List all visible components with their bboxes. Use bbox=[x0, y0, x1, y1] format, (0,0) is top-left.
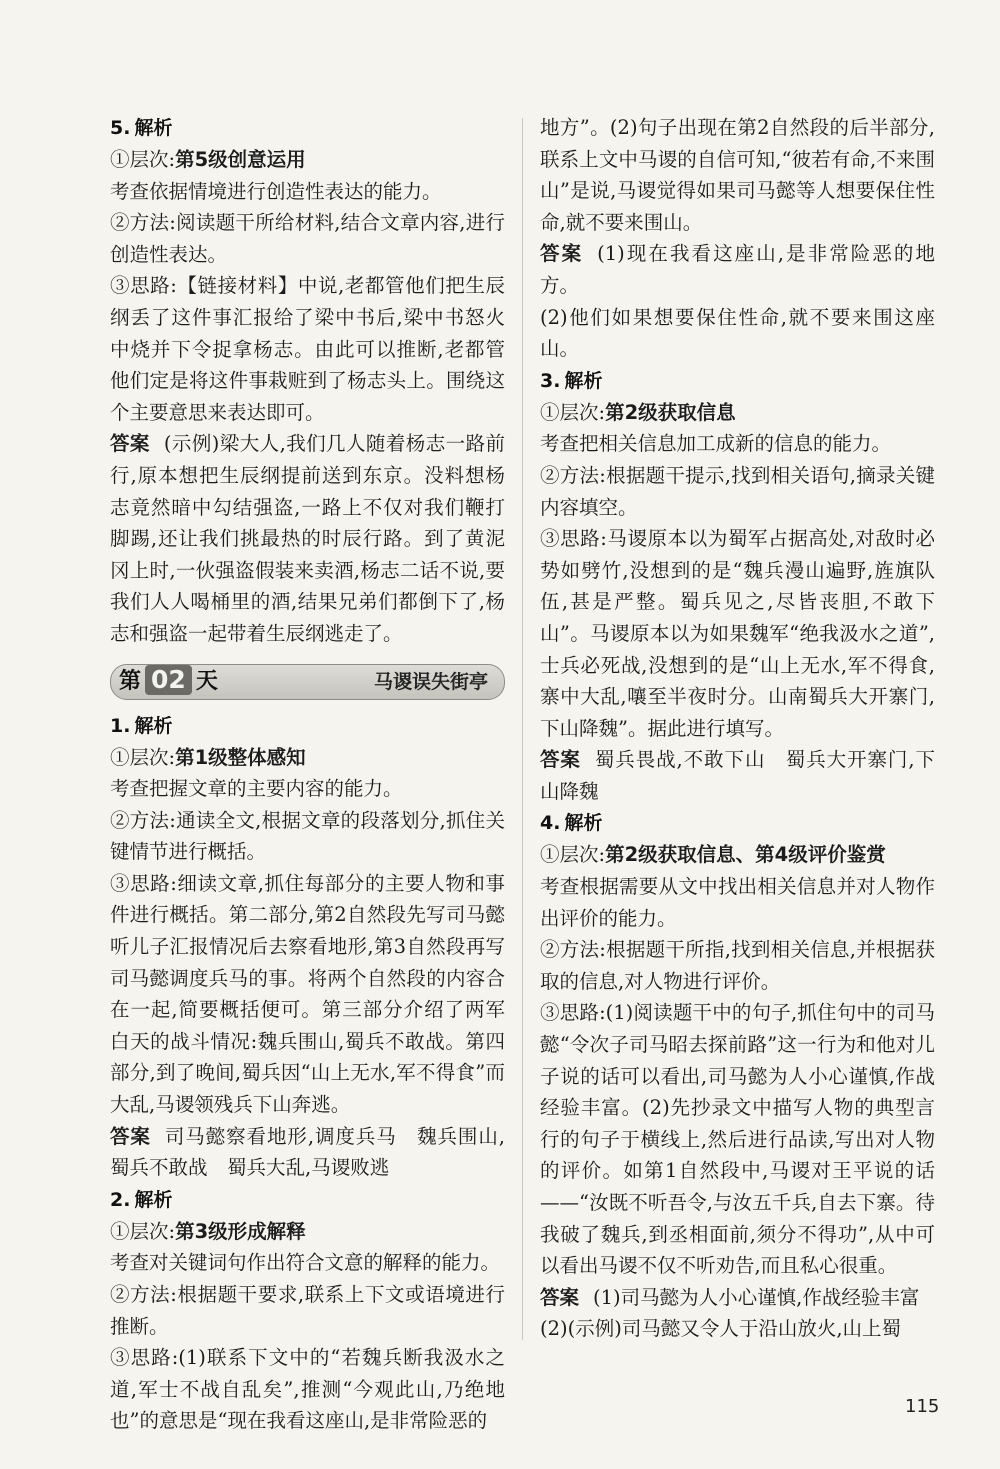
q4-answer-1: (1)司马懿为人小心谨慎,作战经验丰富 bbox=[593, 1285, 920, 1309]
q1-level-desc: 考查把握文章的主要内容的能力。 bbox=[110, 777, 403, 801]
q2-level-prefix: ①层次: bbox=[110, 1219, 176, 1243]
page-number: 115 bbox=[905, 1396, 940, 1417]
q3-idea-prefix: ③思路: bbox=[540, 527, 607, 551]
q4-heading-text: 解析 bbox=[564, 812, 603, 835]
q2-answer-tag: 答案 bbox=[540, 242, 584, 266]
q3-idea bbox=[540, 523, 935, 744]
q1-answer-tag: 答案 bbox=[110, 1124, 151, 1148]
day-label bbox=[119, 665, 218, 699]
q2-number: 2. bbox=[110, 1188, 131, 1211]
q1-level bbox=[110, 742, 505, 774]
q4-answer-2: (2)(示例)司马懿又令人于沿山放火,山上蜀 bbox=[540, 1317, 902, 1341]
column-divider bbox=[522, 118, 523, 1340]
q5-idea bbox=[110, 270, 505, 428]
q4-level-prefix: ①层次: bbox=[540, 843, 606, 867]
right-column bbox=[540, 112, 935, 1345]
q5-answer-tag: 答案 bbox=[110, 432, 150, 456]
q4-answer-tag: 答案 bbox=[540, 1285, 580, 1309]
q1-number: 1. bbox=[110, 714, 131, 737]
q2-continued: 地方”。(2)句子出现在第2自然段的后半部分,联系上文中马谡的自信可知,“彼若有命,不来围山”是说,马谡觉得如果司马懿等人想要保住性命,就不要来围山。 bbox=[540, 116, 935, 234]
q3-answer-tag: 答案 bbox=[540, 748, 581, 772]
q4-idea-prefix: ③思路: bbox=[540, 1001, 606, 1025]
q4-method bbox=[540, 934, 935, 997]
q5-method-prefix: ②方法: bbox=[110, 211, 176, 235]
q2-heading bbox=[110, 1184, 505, 1216]
q5-level-desc: 考查依据情境进行创造性表达的能力。 bbox=[110, 179, 442, 203]
day-suffix: 天 bbox=[195, 668, 218, 694]
q3-answer bbox=[540, 744, 935, 807]
q1-level-prefix: ①层次: bbox=[110, 745, 176, 769]
q3-level bbox=[540, 397, 935, 429]
q1-answer-text: 司马懿察看地形,调度兵马 魏兵围山,蜀兵不敢战 蜀兵大乱,马谡败逃 bbox=[110, 1124, 505, 1180]
q4-level bbox=[540, 839, 935, 871]
q3-heading-text: 解析 bbox=[564, 369, 603, 392]
q5-answer bbox=[110, 428, 505, 649]
q1-level-text: 第1级整体感知 bbox=[175, 745, 306, 769]
q2-answer-1: (1)现在我看这座山,是非常险恶的地方。 bbox=[540, 242, 935, 297]
day-number: 02 bbox=[145, 665, 192, 695]
q5-number: 5. bbox=[110, 117, 131, 139]
q2-method-prefix: ②方法: bbox=[110, 1283, 177, 1306]
q1-method-prefix: ②方法: bbox=[110, 808, 176, 832]
q4-number: 4. bbox=[540, 812, 561, 835]
day-title: 马谡误失街亭 bbox=[373, 670, 488, 693]
q2-idea bbox=[110, 1342, 505, 1437]
q3-answer-text: 蜀兵畏战,不敢下山 蜀兵大开寨门,下山降魏 bbox=[540, 748, 935, 803]
q1-answer bbox=[110, 1121, 505, 1184]
q2-level bbox=[110, 1216, 505, 1248]
q3-level-text: 第2级获取信息 bbox=[605, 400, 736, 424]
q3-idea-text: 马谡原本以为蜀军占据高处,对敌时必势如劈竹,没想到的是“魏兵漫山遍野,旌旗队伍,甚是严整。蜀兵见之,尽皆丧胆,不敢下山”。马谡原本以为如果魏军“绝我汲水之道”,士兵必死战,没想到的是“山上无水,军不得食,寨中大乱,嚷至半夜时分。山南蜀兵大开寨门,下山降魏”。据此进行填写。 bbox=[540, 527, 935, 740]
q4-idea bbox=[540, 997, 935, 1281]
q5-level-prefix: ①层次: bbox=[110, 148, 176, 171]
q5-method bbox=[110, 207, 505, 270]
q4-method-text: 根据题干所指,找到相关信息,并根据获取的信息,对人物进行评价。 bbox=[540, 938, 935, 993]
q2-method bbox=[110, 1279, 505, 1342]
q2-method-text: 根据题干要求,联系上下文或语境进行推断。 bbox=[110, 1283, 505, 1338]
q1-idea bbox=[110, 868, 505, 1121]
q3-method-text: 根据题干提示,找到相关语句,摘录关键内容填空。 bbox=[540, 463, 935, 519]
q4-method-prefix: ②方法: bbox=[540, 938, 606, 962]
q5-level bbox=[110, 144, 505, 176]
q4-idea-text: (1)阅读题干中的句子,抓住句中的司马懿“令次子司马昭去探前路”这一行为和他对儿子说的话可以看出,司马懿为人小心谨慎,作战经验丰富。(2)先抄录文中描写人物的典型言行的句子于横线上,然后进行品读,写出对人物的评价。如第1自然段中,马谡对王平说的话——“汝既不听吾令,与汝五千兵,自去下寨。待我破了魏兵,到丞相面前,须分不得功”,从中可以看出马谡不仅不听劝告,而且私心很重。 bbox=[540, 1001, 935, 1278]
q2-answer-2: (2)他们如果想要保住性命,就不要来围这座山。 bbox=[540, 305, 935, 361]
q5-answer-text: (示例)梁大人,我们几人随着杨志一路前行,原本想把生辰纲提前送到东京。没料想杨志竟然暗中勾结强盗,一路上不仅对我们鞭打脚踢,还让我们挑最热的时辰行路。到了黄泥冈上时,一伙强盗假装来卖酒,杨志二话不说,要我们人人喝桶里的酒,结果兄弟们都倒下了,杨志和强盗一起带着生辰纲逃走了。 bbox=[110, 432, 505, 645]
q3-method-prefix: ②方法: bbox=[540, 463, 606, 487]
q3-heading bbox=[540, 365, 935, 397]
day-banner bbox=[110, 664, 505, 700]
q2-level-desc: 考查对关键词句作出符合文意的解释的能力。 bbox=[110, 1251, 501, 1275]
q5-idea-text: 【链接材料】中说,老都管他们把生辰纲丢了这件事汇报给了梁中书后,梁中书怒火中烧并下令捉拿杨志。由此可以推断,老都管他们定是将这件事栽赃到了杨志头上。围绕这个主要意思来表达即可。 bbox=[110, 274, 505, 424]
q1-heading-text: 解析 bbox=[134, 714, 173, 737]
q3-level-desc: 考查把相关信息加工成新的信息的能力。 bbox=[540, 432, 892, 456]
q1-method bbox=[110, 805, 505, 868]
q1-method-text: 通读全文,根据文章的段落划分,抓住关键情节进行概括。 bbox=[110, 808, 505, 864]
q4-level-text: 第2级获取信息、第4级评价鉴赏 bbox=[605, 843, 886, 867]
q1-idea-prefix: ③思路: bbox=[110, 871, 177, 895]
q2-idea-prefix: ③思路: bbox=[110, 1346, 179, 1370]
q5-heading-text: 解析 bbox=[134, 117, 173, 139]
left-column bbox=[110, 112, 505, 1437]
q1-idea-text: 细读文章,抓住每部分的主要人物和事件进行概括。第二部分,第2自然段先写司马懿听儿子汇报情况后去察看地形,第3自然段再写司马懿调度兵马的事。将两个自然段的内容合在一起,简要概括便可。第三部分介绍了两军白天的战斗情况:魏兵围山,蜀兵不敢战。第四部分,到了晚间,蜀兵因“山上无水,军不得食”而大乱,马谡领残兵下山奔逃。 bbox=[110, 871, 505, 1117]
q2-heading-text: 解析 bbox=[134, 1188, 173, 1211]
q5-heading bbox=[110, 112, 505, 144]
q5-idea-prefix: ③思路: bbox=[110, 274, 177, 298]
q5-level-text: 第5级创意运用 bbox=[175, 148, 306, 171]
q4-heading bbox=[540, 807, 935, 839]
q4-level-desc: 考查根据需要从文中找出相关信息并对人物作出评价的能力。 bbox=[540, 875, 935, 930]
day-prefix: 第 bbox=[119, 668, 142, 694]
q3-number: 3. bbox=[540, 369, 561, 392]
q5-method-text: 阅读题干所给材料,结合文章内容,进行创造性表达。 bbox=[110, 211, 505, 266]
q1-heading bbox=[110, 710, 505, 742]
q2-idea-text: (1)联系下文中的“若魏兵断我汲水之道,军士不战自乱矣”,推测“今观此山,乃绝地也”的意思是“现在我看这座山,是非常险恶的 bbox=[110, 1346, 505, 1433]
q2-level-text: 第3级形成解释 bbox=[175, 1219, 306, 1243]
q3-level-prefix: ①层次: bbox=[540, 400, 606, 424]
q3-method bbox=[540, 460, 935, 523]
q4-answer bbox=[540, 1282, 935, 1314]
q2-answer bbox=[540, 238, 935, 301]
